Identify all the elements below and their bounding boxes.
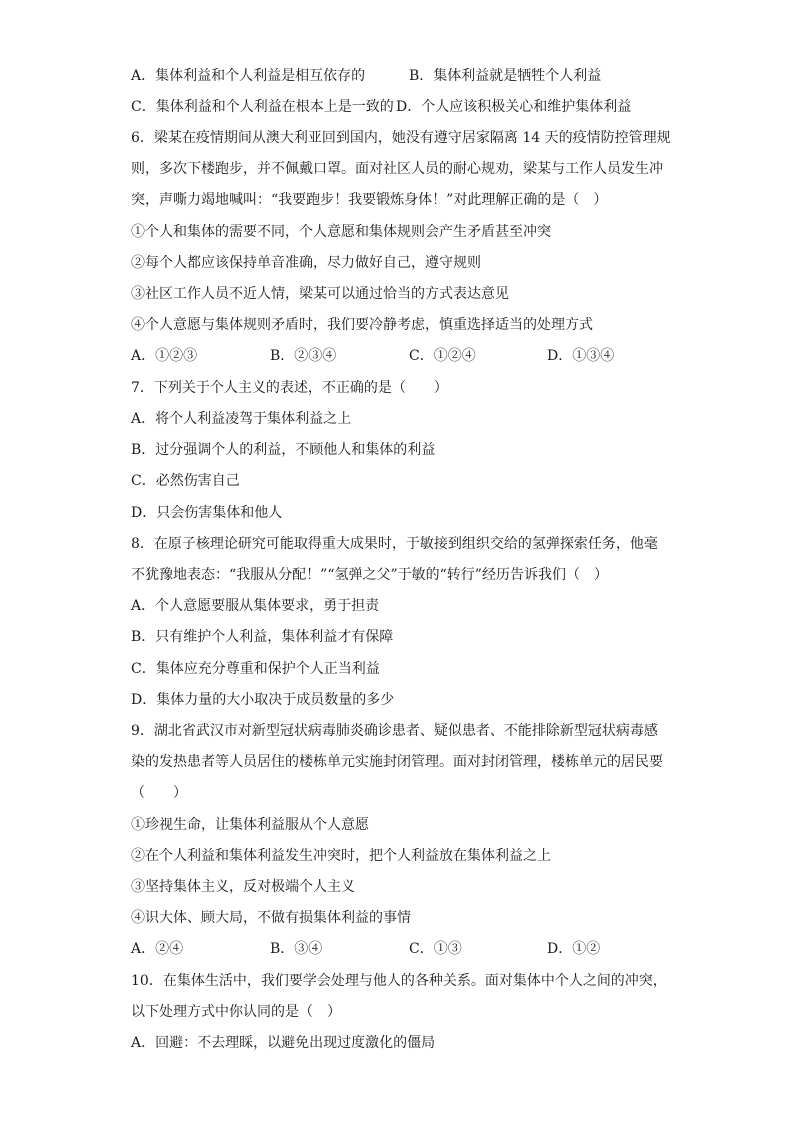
q10-stem-line-1: 10．在集体生活中，我们要学会处理与他人的各种关系。面对集体中个人之间的冲突， (131, 973, 667, 989)
q9-stem-line-1: 9．湖北省武汉市对新型冠状病毒肺炎确诊患者、疑似患者、不能排除新型冠状病毒感 (131, 723, 658, 739)
q6-option-a: A．①②③ (131, 348, 198, 364)
q10-stem-line-2: 以下处理方式中你认同的是（ ） (131, 1004, 341, 1020)
q6-option-b: B．②③④ (270, 348, 337, 364)
q6-statement-1: ①个人和集体的需要不同，个人意愿和集体规则会产生矛盾甚至冲突 (131, 224, 551, 240)
q6-option-c: C．①②④ (409, 348, 476, 364)
q6-statement-3: ③社区工作人员不近人情，梁某可以通过恰当的方式表达意见 (131, 286, 509, 302)
q8-stem-line-1: 8．在原子核理论研究可能取得重大成果时，于敏接到组织交给的氢弹探索任务，他毫 (131, 536, 658, 552)
q5-option-c: C．集体利益和个人利益在根本上是一致的 (131, 99, 394, 115)
q9-option-d: D．①② (547, 941, 601, 957)
q5-option-d: D．个人应该积极关心和维护集体利益 (396, 99, 632, 115)
q6-option-d: D．①③④ (547, 348, 615, 364)
q6-statement-4: ④个人意愿与集体规则矛盾时，我们要冷静考虑，慎重选择适当的处理方式 (131, 317, 593, 333)
q6-stem-line-1: 6．梁某在疫情期间从澳大利亚回到国内，她没有遵守居家隔离 14 天的疫情防控管理规 (131, 130, 671, 146)
q7-option-a: A．将个人利益凌驾于集体利益之上 (131, 411, 352, 427)
q7-option-b: B．过分强调个人的利益，不顾他人和集体的利益 (131, 442, 436, 458)
q9-statement-4: ④识大体、顾大局，不做有损集体利益的事情 (131, 910, 411, 926)
q9-option-c: C．①③ (409, 941, 462, 957)
q9-stem-line-3: （ ） (131, 785, 187, 801)
q7-option-c: C．必然伤害自己 (131, 473, 240, 489)
q6-stem-line-2: 则，多次下楼跑步，并不佩戴口罩。面对社区人员的耐心规劝，梁某与工作人员发生冲 (131, 161, 663, 177)
q7-stem: 7．下列关于个人主义的表述，不正确的是（ ） (131, 380, 448, 396)
q9-option-b: B．③④ (270, 941, 323, 957)
q9-stem-line-2: 染的发热患者等人员居住的楼栋单元实施封闭管理。面对封闭管理，楼栋单元的居民要 (131, 754, 663, 770)
q8-option-a: A．个人意愿要服从集体要求，勇于担责 (131, 598, 380, 614)
q8-option-c: C．集体应充分尊重和保护个人正当利益 (131, 661, 380, 677)
q10-option-a: A．回避：不去理睬，以避免出现过度激化的僵局 (131, 1035, 436, 1051)
q9-option-a: A．②④ (131, 941, 184, 957)
q9-statement-3: ③坚持集体主义，反对极端个人主义 (131, 879, 355, 895)
q6-statement-2: ②每个人都应该保持单音准确，尽力做好自己，遵守规则 (131, 255, 481, 271)
q8-option-b: B．只有维护个人利益，集体利益才有保障 (131, 629, 394, 645)
q9-statement-1: ①珍视生命，让集体利益服从个人意愿 (131, 817, 369, 833)
q6-stem-line-3: 突，声嘶力竭地喊叫：“我要跑步！我要锻炼身体！”对此理解正确的是（ ） (131, 192, 608, 208)
q8-option-d: D．集体力量的大小取决于成员数量的多少 (131, 692, 395, 708)
q8-stem-line-2: 不犹豫地表态：“我服从分配！”“氢弹之父”于敏的“转行”经历告诉我们（ ） (131, 567, 608, 583)
q7-option-d: D．只会伤害集体和他人 (131, 505, 283, 521)
q9-statement-2: ②在个人利益和集体利益发生冲突时，把个人利益放在集体利益之上 (131, 848, 551, 864)
q5-option-b: B．集体利益就是牺牲个人利益 (409, 68, 602, 84)
q5-option-a: A．集体利益和个人利益是相互依存的 (131, 68, 366, 84)
